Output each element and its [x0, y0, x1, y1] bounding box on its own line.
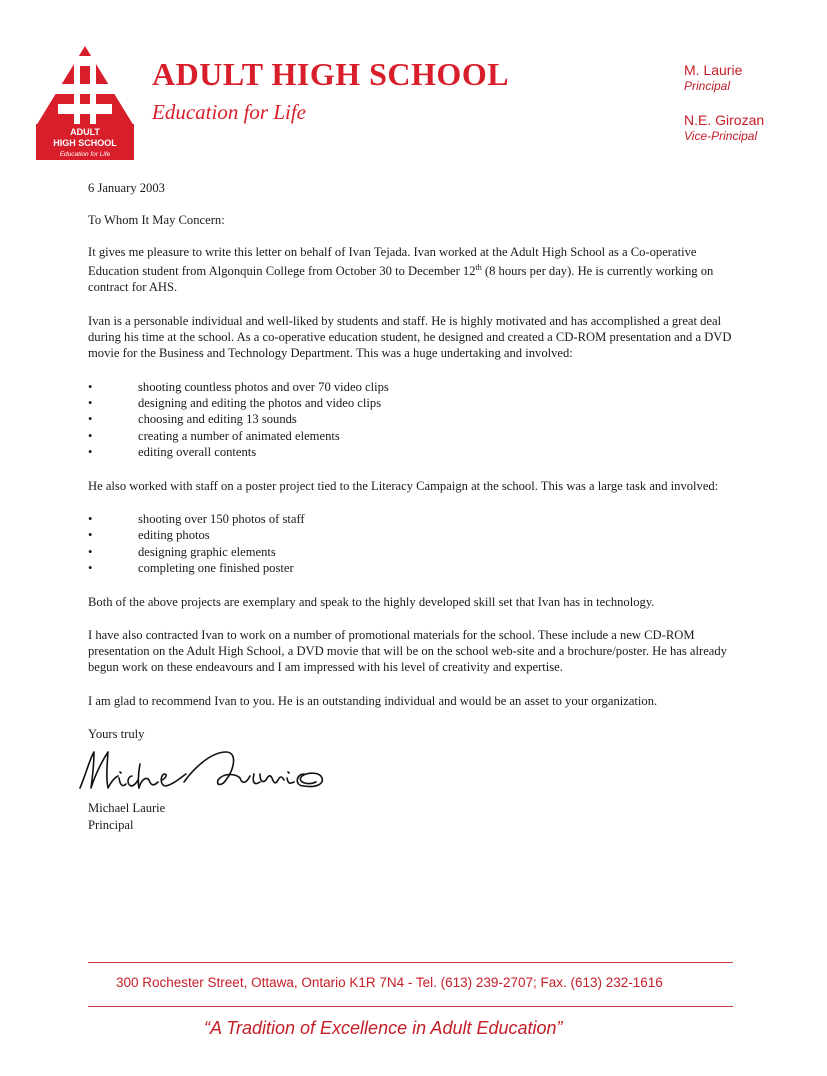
list-item: • completing one finished poster	[88, 560, 740, 576]
bullet-list-poster	[88, 511, 740, 577]
list-item: • editing photos	[88, 527, 740, 543]
staff-role: Principal	[684, 79, 731, 93]
list-item: • shooting over 150 photos of staff	[88, 511, 740, 527]
school-tagline: Education for Life	[152, 100, 306, 124]
paragraph-2: Ivan is a personable individual and well-liked by students and staff. He is highly motivated and has accomplished a great deal during his time at the school. As a co-operative education student, he designed and created a CD-ROM presentation and a DVD movie for the Business and Technology Department. This was a huge undertaking and involved:	[88, 313, 732, 361]
list-item: • shooting countless photos and over 70 video clips	[88, 379, 740, 395]
footer-motto: “A Tradition of Excellence in Adult Education”	[204, 1018, 563, 1038]
paragraph-1	[88, 244, 740, 296]
paragraph-6: I am glad to recommend Ivan to you. He is an outstanding individual and would be an asset to your organization.	[88, 693, 658, 708]
school-name: ADULT HIGH SCHOOL	[152, 56, 510, 92]
letter-date: 6 January 2003	[88, 181, 165, 195]
list-item: • designing graphic elements	[88, 544, 740, 560]
staff-vice-principal	[684, 112, 764, 143]
signer-name: Michael Laurie	[88, 801, 166, 816]
staff-name: M. Laurie	[684, 62, 743, 78]
staff-principal	[684, 62, 742, 93]
salutation: To Whom It May Concern:	[88, 213, 225, 228]
letter-body	[88, 180, 740, 833]
paragraph-5: I have also contracted Ivan to work on a number of promotional materials for the school. These include a new CD-ROM presentation on the Adult High School, a DVD movie that will be on the school web-site and a brochure/poster. He has already begun work on these endeavours and I am impressed with his level of creativity and expertise.	[88, 627, 727, 675]
paragraph-4: Both of the above projects are exemplary and speak to the highly developed skill set that Ivan has in technology.	[88, 594, 655, 609]
staff-role: Vice-Principal	[684, 129, 758, 143]
signer-title: Principal	[88, 817, 134, 832]
ordinal-suffix: th	[475, 262, 482, 272]
paragraph-1-text-a: It gives me pleasure to write this letter on behalf of Ivan Tejada. Ivan worked at the Adult High School as a Co-operative Education student from Algonquin College from October 30 to December 12	[88, 244, 697, 279]
closing: Yours truly	[88, 727, 145, 741]
signature-image	[76, 744, 376, 800]
footer-address: 300 Rochester Street, Ottawa, Ontario K1R 7N4 - Tel. (613) 239-2707; Fax. (613) 232-1616	[116, 975, 663, 990]
list-item: • editing overall contents	[88, 444, 740, 460]
footer-divider-bottom	[88, 1006, 733, 1007]
list-item: • creating a number of animated elements	[88, 428, 740, 444]
list-item: • designing and editing the photos and video clips	[88, 395, 740, 411]
paragraph-1-text-b: (8 hours per day). He is currently working on contract for AHS.	[88, 264, 714, 295]
list-item: • choosing and editing 13 sounds	[88, 411, 740, 427]
staff-name: N.E. Girozan	[684, 112, 765, 128]
logo-text-adult: ADULT	[70, 127, 100, 137]
footer-divider-top	[88, 962, 733, 963]
logo-text-high-school: HIGH SCHOOL	[53, 138, 117, 148]
bullet-list-cdrom	[88, 379, 740, 461]
logo-text-tagline: Education for Life	[59, 151, 111, 158]
school-logo	[34, 44, 136, 162]
paragraph-3: He also worked with staff on a poster project tied to the Literacy Campaign at the school. This was a large task and involved:	[88, 478, 719, 493]
